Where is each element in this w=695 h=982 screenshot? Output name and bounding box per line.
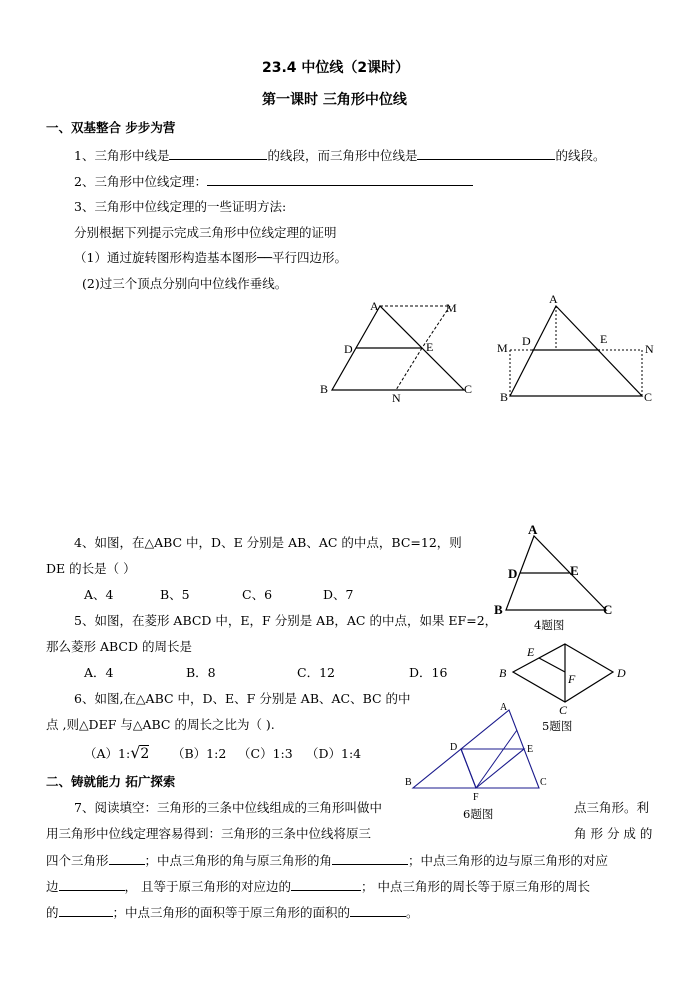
blank-7a[interactable] — [109, 852, 145, 865]
dashed-en — [396, 348, 422, 390]
label-a: A — [549, 292, 558, 306]
label-e: E — [600, 332, 608, 346]
question-7-line3: 四个三角形 ；中点三角形的角与原三角形的角 ；中点三角形的边与原三角形的对应 — [46, 853, 609, 868]
label-a: A — [528, 522, 538, 537]
blank-1b[interactable] — [417, 147, 555, 160]
segment-ef — [539, 658, 565, 672]
question-3-part1: （1）通过旋转图形构造基本图形──平行四边形。 — [74, 250, 348, 265]
blank-1a[interactable] — [169, 147, 267, 160]
label-e: E — [527, 645, 535, 659]
label-a: A — [500, 702, 508, 713]
question-6-option-d[interactable]: （D）1:4 — [306, 746, 362, 761]
label-m: M — [497, 341, 508, 355]
question-4-line2: DE 的长是（ ） — [46, 561, 136, 576]
page-subtitle: 第一课时 三角形中位线 — [262, 92, 407, 108]
question-7-line2b: 角 形 分 成 的 — [574, 826, 653, 841]
label-d: D — [508, 566, 518, 581]
question-5-option-b[interactable]: B．8 — [186, 665, 216, 680]
figure-q5-caption: 5题图 — [542, 719, 573, 733]
label-b: B — [499, 666, 507, 680]
figure-q6 — [405, 700, 555, 804]
figure-q6-caption: 6题图 — [463, 807, 494, 821]
label-b: B — [405, 777, 412, 788]
label-c: C — [603, 602, 613, 617]
question-1: 1、三角形中线是 的线段，而三角形中位线是 的线段。 — [74, 148, 606, 163]
figure-perpendiculars — [494, 292, 662, 408]
label-e: E — [570, 563, 579, 578]
label-d: D — [344, 342, 353, 356]
question-7-line2a: 用三角形中位线定理容易得到：三角形的三条中位线将原三 — [46, 826, 372, 841]
question-6-option-a[interactable]: （A）1:√2 — [84, 743, 150, 762]
question-7-line1a: 7、阅读填空：三角形的三条中位线组成的三角形叫做中 — [74, 800, 382, 815]
question-5-option-d[interactable]: D．16 — [409, 665, 448, 680]
question-6-line1: 6、如图,在△ABC 中，D、E、F 分别是 AB、AC、BC 的中 — [74, 691, 411, 706]
blank-2[interactable] — [207, 173, 473, 186]
question-6-option-c[interactable]: （C）1:3 — [238, 746, 293, 761]
label-c: C — [540, 777, 547, 788]
blank-7d[interactable] — [291, 878, 361, 891]
label-n: N — [392, 391, 401, 405]
label-f: F — [473, 792, 479, 803]
question-4-option-a[interactable]: A、4 — [84, 587, 114, 602]
question-6-option-b[interactable]: （B）1:2 — [172, 746, 227, 761]
label-c: C — [644, 390, 653, 404]
question-5-option-c[interactable]: C．12 — [297, 665, 335, 680]
question-4-option-d[interactable]: D、7 — [323, 587, 354, 602]
sqrt-sign: √ — [130, 743, 141, 762]
question-7-line5: 的 ；中点三角形的面积等于原三角形的面积的 。 — [46, 905, 419, 920]
triangle-def — [461, 749, 524, 788]
label-m: M — [446, 301, 457, 315]
label-n: N — [645, 342, 654, 356]
blank-7f[interactable] — [350, 904, 406, 917]
label-c: C — [559, 703, 568, 717]
question-2: 2、三角形中位线定理： — [74, 173, 473, 190]
question-7-line1b: 点三角形。利 — [574, 800, 650, 815]
question-3: 3、三角形中位线定理的一些证明方法: — [74, 199, 287, 214]
question-5-option-a[interactable]: A．4 — [84, 665, 114, 680]
blank-7c[interactable] — [59, 878, 125, 891]
question-7-line4: 边 ， 且等于原三角形的对应边的 ； 中点三角形的周长等于原三角形的周长 — [46, 879, 590, 894]
segment-df — [461, 749, 476, 788]
label-b: B — [500, 390, 509, 404]
label-d: D — [617, 666, 626, 680]
label-e: E — [426, 340, 434, 354]
question-4-option-b[interactable]: B、5 — [160, 587, 190, 602]
triangle-abc — [510, 306, 642, 396]
question-6-line2: 点 ,则△DEF 与△ABC 的周长之比为（ ). — [46, 717, 275, 732]
question-5-line2: 那么菱形 ABCD 的周长是 — [46, 639, 192, 654]
blank-7e[interactable] — [59, 904, 113, 917]
label-d: D — [450, 742, 458, 753]
label-a: A — [370, 299, 379, 313]
question-4-line1: 4、如图，在△ABC 中，D、E 分别是 AB、AC 的中点，BC=12，则 — [74, 535, 462, 550]
question-3-part2: (2)过三个顶点分别向中位线作垂线。 — [82, 276, 288, 291]
label-c: C — [464, 382, 473, 396]
figure-q4 — [488, 520, 618, 620]
figure-rotation-parallelogram — [318, 292, 488, 408]
section2-heading: 二、铸就能力 拓广探索 — [46, 774, 176, 789]
label-f: F — [568, 672, 576, 686]
page-title: 23.4 中位线（2课时） — [262, 60, 410, 76]
blank-7b[interactable] — [332, 852, 408, 865]
label-d: D — [522, 334, 531, 348]
question-4-option-c[interactable]: C、6 — [242, 587, 273, 602]
question-3-hint: 分别根据下列提示完成三角形中位线定理的证明 — [74, 225, 337, 240]
question-5-line1: 5、如图，在菱形 ABCD 中，E，F 分别是 AB，AC 的中点，如果 EF=2， — [74, 613, 498, 628]
label-b: B — [320, 382, 329, 396]
label-e: E — [527, 744, 534, 755]
figure-q4-caption: 4题图 — [534, 618, 565, 632]
section1-heading: 一、双基整合 步步为营 — [46, 120, 176, 135]
label-b: B — [494, 602, 503, 617]
